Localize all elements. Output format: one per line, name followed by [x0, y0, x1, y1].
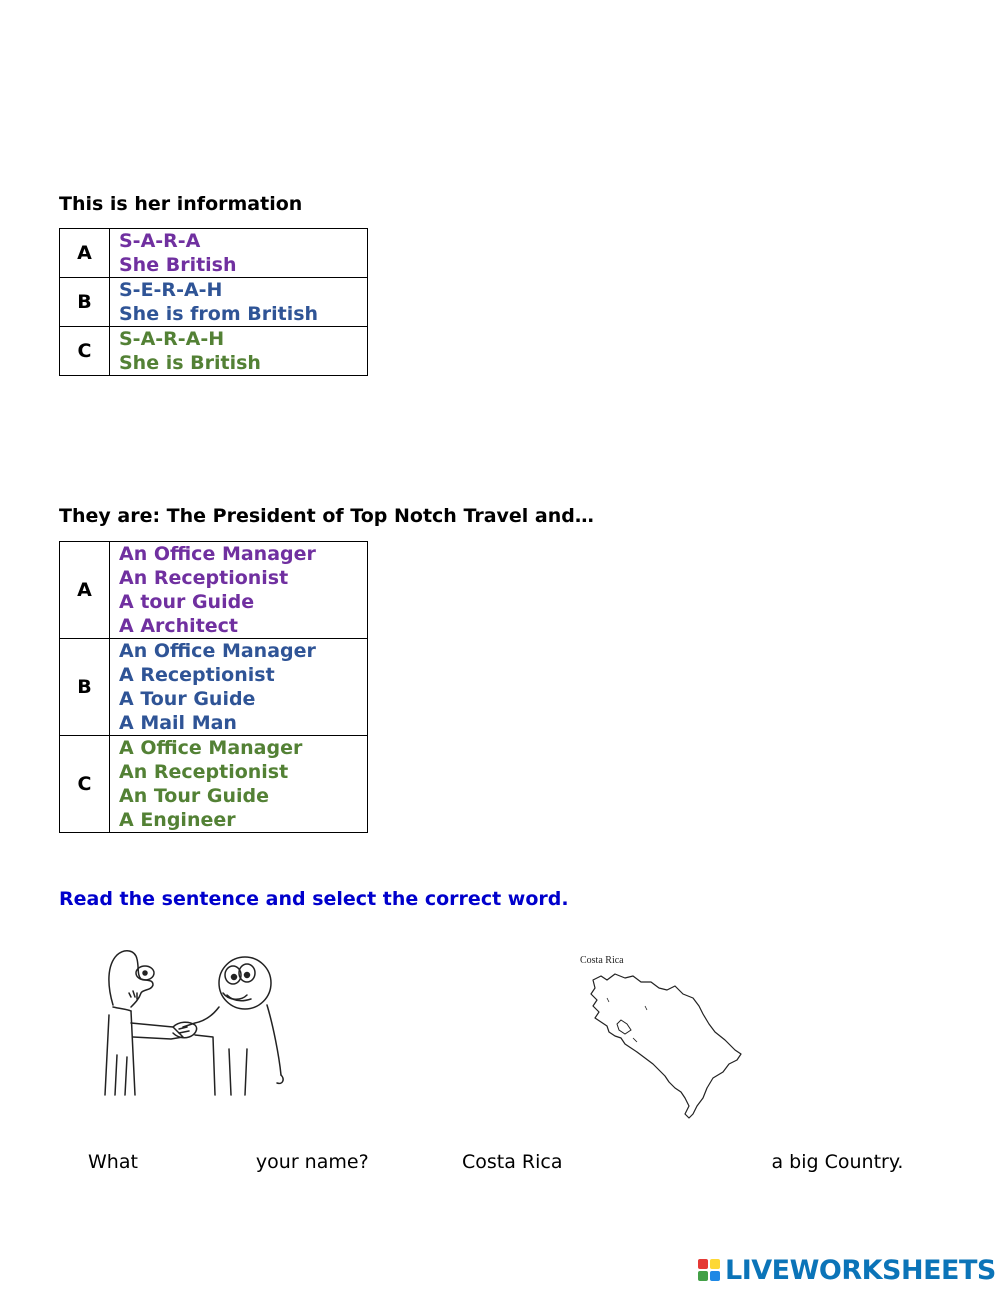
- option-letter: B: [60, 639, 110, 736]
- map-label: Costa Rica: [580, 955, 624, 966]
- option-line: A Receptionist: [119, 664, 275, 686]
- option-line: She British: [119, 254, 237, 276]
- option-line: An Office Manager: [119, 543, 316, 565]
- option-line: S-A-R-A-H: [119, 328, 225, 350]
- option-content[interactable]: [110, 229, 368, 278]
- section2-options-table: [59, 541, 368, 833]
- option-content[interactable]: [110, 278, 368, 327]
- section2-heading: They are: The President of Top Notch Travel and…: [59, 505, 594, 527]
- costa-rica-map: [585, 968, 745, 1123]
- section1-heading: This is her information: [59, 193, 303, 215]
- option-row-c[interactable]: [60, 736, 368, 833]
- option-letter: A: [60, 229, 110, 278]
- option-line: S-E-R-A-H: [119, 279, 223, 301]
- sentence-2-part1: Costa Rica: [462, 1151, 563, 1173]
- option-row-b[interactable]: [60, 639, 368, 736]
- option-line: A Architect: [119, 615, 239, 637]
- option-content[interactable]: [110, 639, 368, 736]
- option-line: A Mail Man: [119, 712, 237, 734]
- logo-text: LIVEWORKSHEETS: [725, 1254, 996, 1286]
- option-line: An Tour Guide: [119, 785, 269, 807]
- sentence-1-part2: your name?: [255, 1151, 369, 1173]
- option-letter: C: [60, 736, 110, 833]
- handshake-illustration: [95, 945, 300, 1110]
- liveworksheets-logo: [697, 1253, 996, 1287]
- section1-options-table: [59, 228, 368, 376]
- option-line: An Receptionist: [119, 761, 289, 783]
- option-line: A tour Guide: [119, 591, 255, 613]
- option-row-a[interactable]: [60, 229, 368, 278]
- option-line: S-A-R-A: [119, 230, 201, 252]
- sentence-1-part1: What: [88, 1151, 138, 1173]
- option-row-c[interactable]: [60, 327, 368, 376]
- option-line: An Office Manager: [119, 640, 316, 662]
- sentence-2-part2: a big Country.: [771, 1151, 904, 1173]
- option-row-a[interactable]: [60, 542, 368, 639]
- option-line: She is from British: [119, 303, 319, 325]
- option-letter: A: [60, 542, 110, 639]
- option-line: A Office Manager: [119, 737, 303, 759]
- instruction-heading: Read the sentence and select the correct word.: [59, 888, 569, 910]
- option-line: An Receptionist: [119, 567, 289, 589]
- option-content[interactable]: [110, 327, 368, 376]
- option-row-b[interactable]: [60, 278, 368, 327]
- option-letter: B: [60, 278, 110, 327]
- sentence-1: [88, 1150, 369, 1174]
- logo-blocks-icon: [697, 1258, 721, 1282]
- option-line: A Tour Guide: [119, 688, 256, 710]
- option-line: She is British: [119, 352, 261, 374]
- option-letter: C: [60, 327, 110, 376]
- option-content[interactable]: [110, 542, 368, 639]
- option-content[interactable]: [110, 736, 368, 833]
- sentence-2: [462, 1150, 903, 1174]
- option-line: A Engineer: [119, 809, 236, 831]
